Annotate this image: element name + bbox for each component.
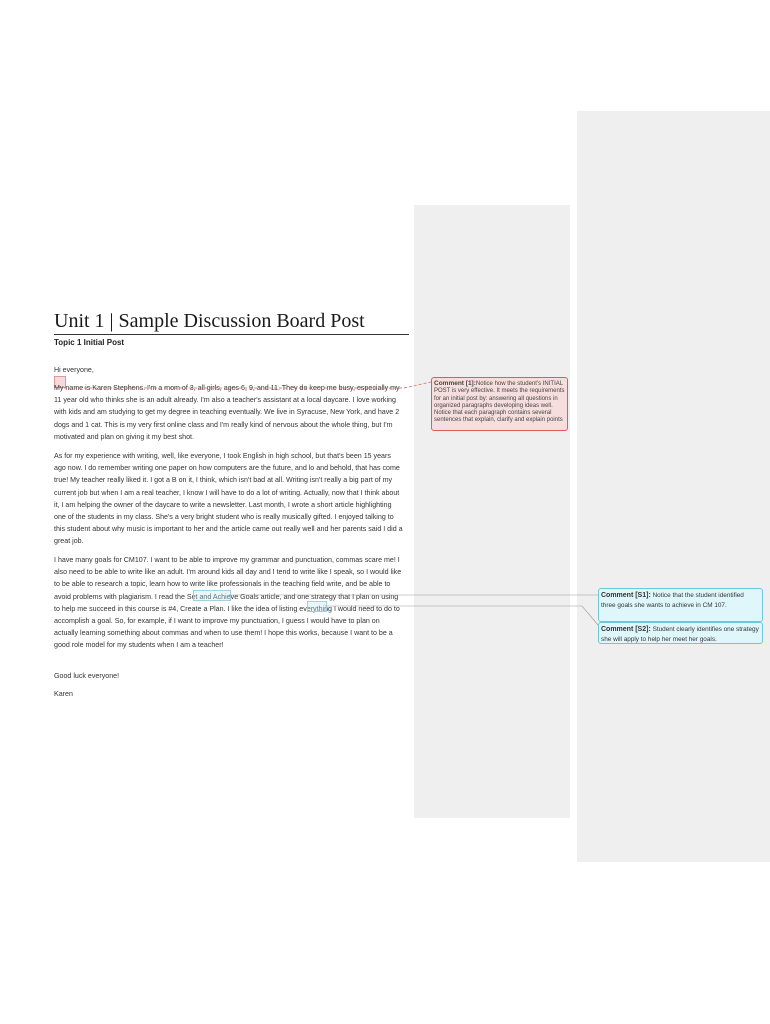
comment-tag: Comment [1]:: [434, 380, 476, 387]
comment-tag: Comment [S2]:: [601, 626, 651, 633]
comment-text: Notice that the student identified three goals she wants to achieve in CM 107.: [601, 592, 744, 609]
paragraph-1: My name is Karen Stephens. I'm a mom of 3, all girls, ages 6, 9, and 11. They do keep me busy, especially my 11 year old who thinks she is an adult already. I'm also a teacher's assistant at a local daycare. I love working with kids and am studying to get my degree in teaching eventually. We live in Syracuse, New York, and have 2 dogs and 1 cat. This is my very first online class and I'm really kind of nervous about the whole thing, but I'm motivated and plan on giving it my best shot.: [54, 384, 400, 441]
page-title: Unit 1 | Sample Discussion Board Post: [54, 309, 409, 335]
paragraph-2: As for my experience with writing, well, like everyone, I took English in high school, but that's been 15 years ago now. I do remember writing one paper on how computers are the future, and lo and behold, that has come true! My teacher really liked it. I got a B on it, I think, which isn't bad at all. Writing isn't really a big part of my current job but when I am a real teacher, I know I will have to do a lot of writing. Actually, now that I think about it, I am helping the owner of the daycare to write a newsletter. Last month, I wrote a short article highlighting one of the students in my class. She's a very bright student who is really musically gifted. I enjoyed talking to this student about why music is important to her and the article came out really well and her parents said I did a great job.: [54, 452, 403, 546]
comment-balloon-s1[interactable]: [598, 588, 763, 622]
comment-text: Student clearly identifies one strategy she will apply to help her meet her goals.: [601, 626, 759, 643]
comment-balloon-1[interactable]: [431, 377, 568, 431]
comment-balloon-s2[interactable]: [598, 622, 763, 644]
page-subtitle: Topic 1 Initial Post: [54, 338, 125, 347]
greeting: Hi everyone,: [54, 366, 94, 374]
signature: Karen: [54, 690, 73, 698]
comment-tag: Comment [S1]:: [601, 592, 651, 599]
paragraph-3: I have many goals for CM107. I want to be able to improve my grammar and punctuation, commas scare me! I also need to be able to write like an adult. I'm around kids all day and I tend to write like I speak, so I would like to be able to research a topic, learn how to write like professionals in the teaching field write, and be able to avoid problems with plagiarism. I read the Set and Achieve Goals article, and one strategy that I plan on using to help me succeed in this course is #4, Create a Plan. I like the idea of listing everything I would need to do to accomplish a goal. So, for example, if I want to improve my punctuation, I guess I would have to plan on actually learning something about commas and when to use them! I hope this works, because I want to be a good role model for my students when I am a teacher!: [54, 556, 402, 650]
closing: Good luck everyone!: [54, 672, 120, 680]
comment-text: Notice how the student's INITIAL POST is very effective. It meets the requirements for an initial post by: answering all questions in organized paragraphs developing ideas well. Notice that each paragraph contains several sentences that explain, clarify and explain points: [434, 381, 565, 424]
